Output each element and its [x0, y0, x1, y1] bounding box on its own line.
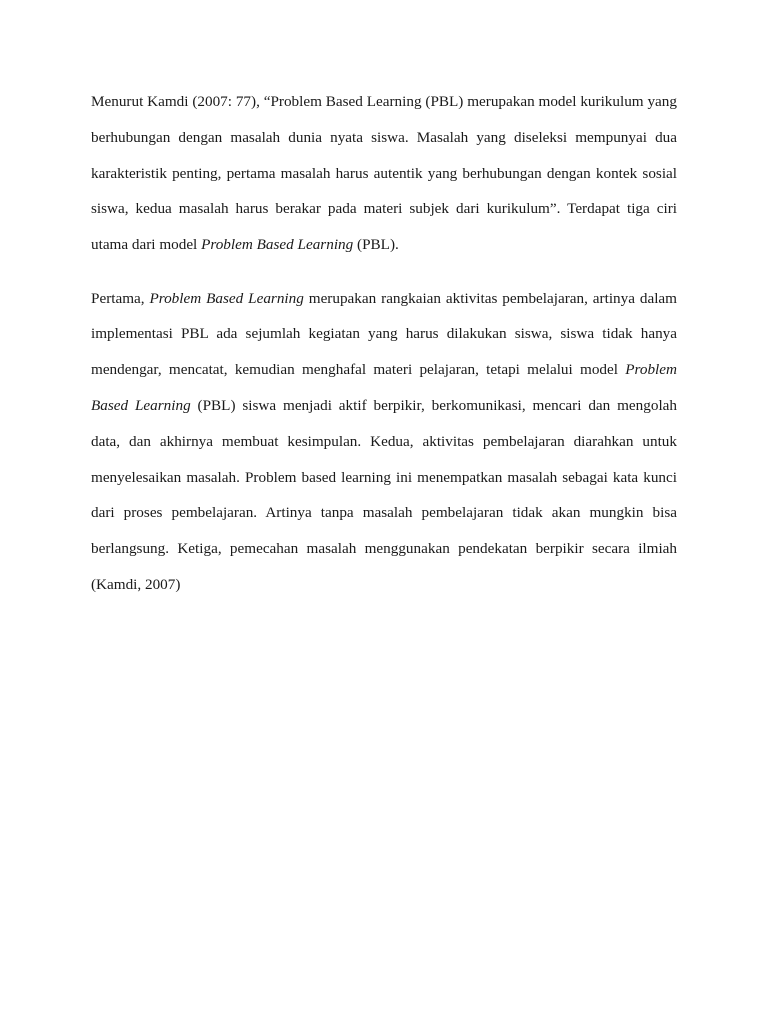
paragraph-2-text-start: Pertama,: [91, 289, 150, 307]
paragraph-2-text-end: (PBL) siswa menjadi aktif berpikir, berkomunikasi, mencari dan mengolah data, dan akhirnya membuat kesimpulan. Kedua, aktivitas pembelajaran diarahkan untuk menyelesaikan masalah. Problem based learning ini menempatkan masalah sebagai kata kunci dari proses pembelajaran. Artinya tanpa masalah pembelajaran tidak akan mungkin bisa berlangsung. Ketiga, pemecahan masalah menggunakan pendekatan berpikir secara ilmiah (Kamdi, 2007): [91, 396, 678, 593]
paragraph-1-text-end: (PBL).: [353, 236, 399, 254]
paragraph-2-text-middle: merupakan rangkaian aktivitas pembelajaran, artinya dalam implementasi PBL ada sejumlah kegiatan yang harus dilakukan siswa, siswa tidak hanya mendengar, mencatat, kemudian menghafal materi pelajaran, tetapi melalui model: [91, 289, 677, 379]
paragraph-2-italic-term-1: Problem Based Learning: [149, 289, 304, 307]
paragraph-2-italic-term-2: Problem Based Learning: [91, 361, 677, 414]
paragraph-1: [91, 84, 677, 263]
paragraph-1-text: Menurut Kamdi (2007: 77), “Problem Based Learning (PBL) merupakan model kurikulum yang berhubungan dengan masalah dunia nyata siswa. Masalah yang diseleksi mempunyai dua karakteristik penting, pertama masalah harus autentik yang berhubungan dengan kontek sosial siswa, kedua masalah harus berakar pada materi subjek dari kurikulum”. Terdapat tiga ciri utama dari model: [91, 93, 677, 254]
document-body: [91, 84, 677, 603]
paragraph-2: [91, 281, 677, 603]
paragraph-1-italic-term: Problem Based Learning: [201, 236, 354, 254]
